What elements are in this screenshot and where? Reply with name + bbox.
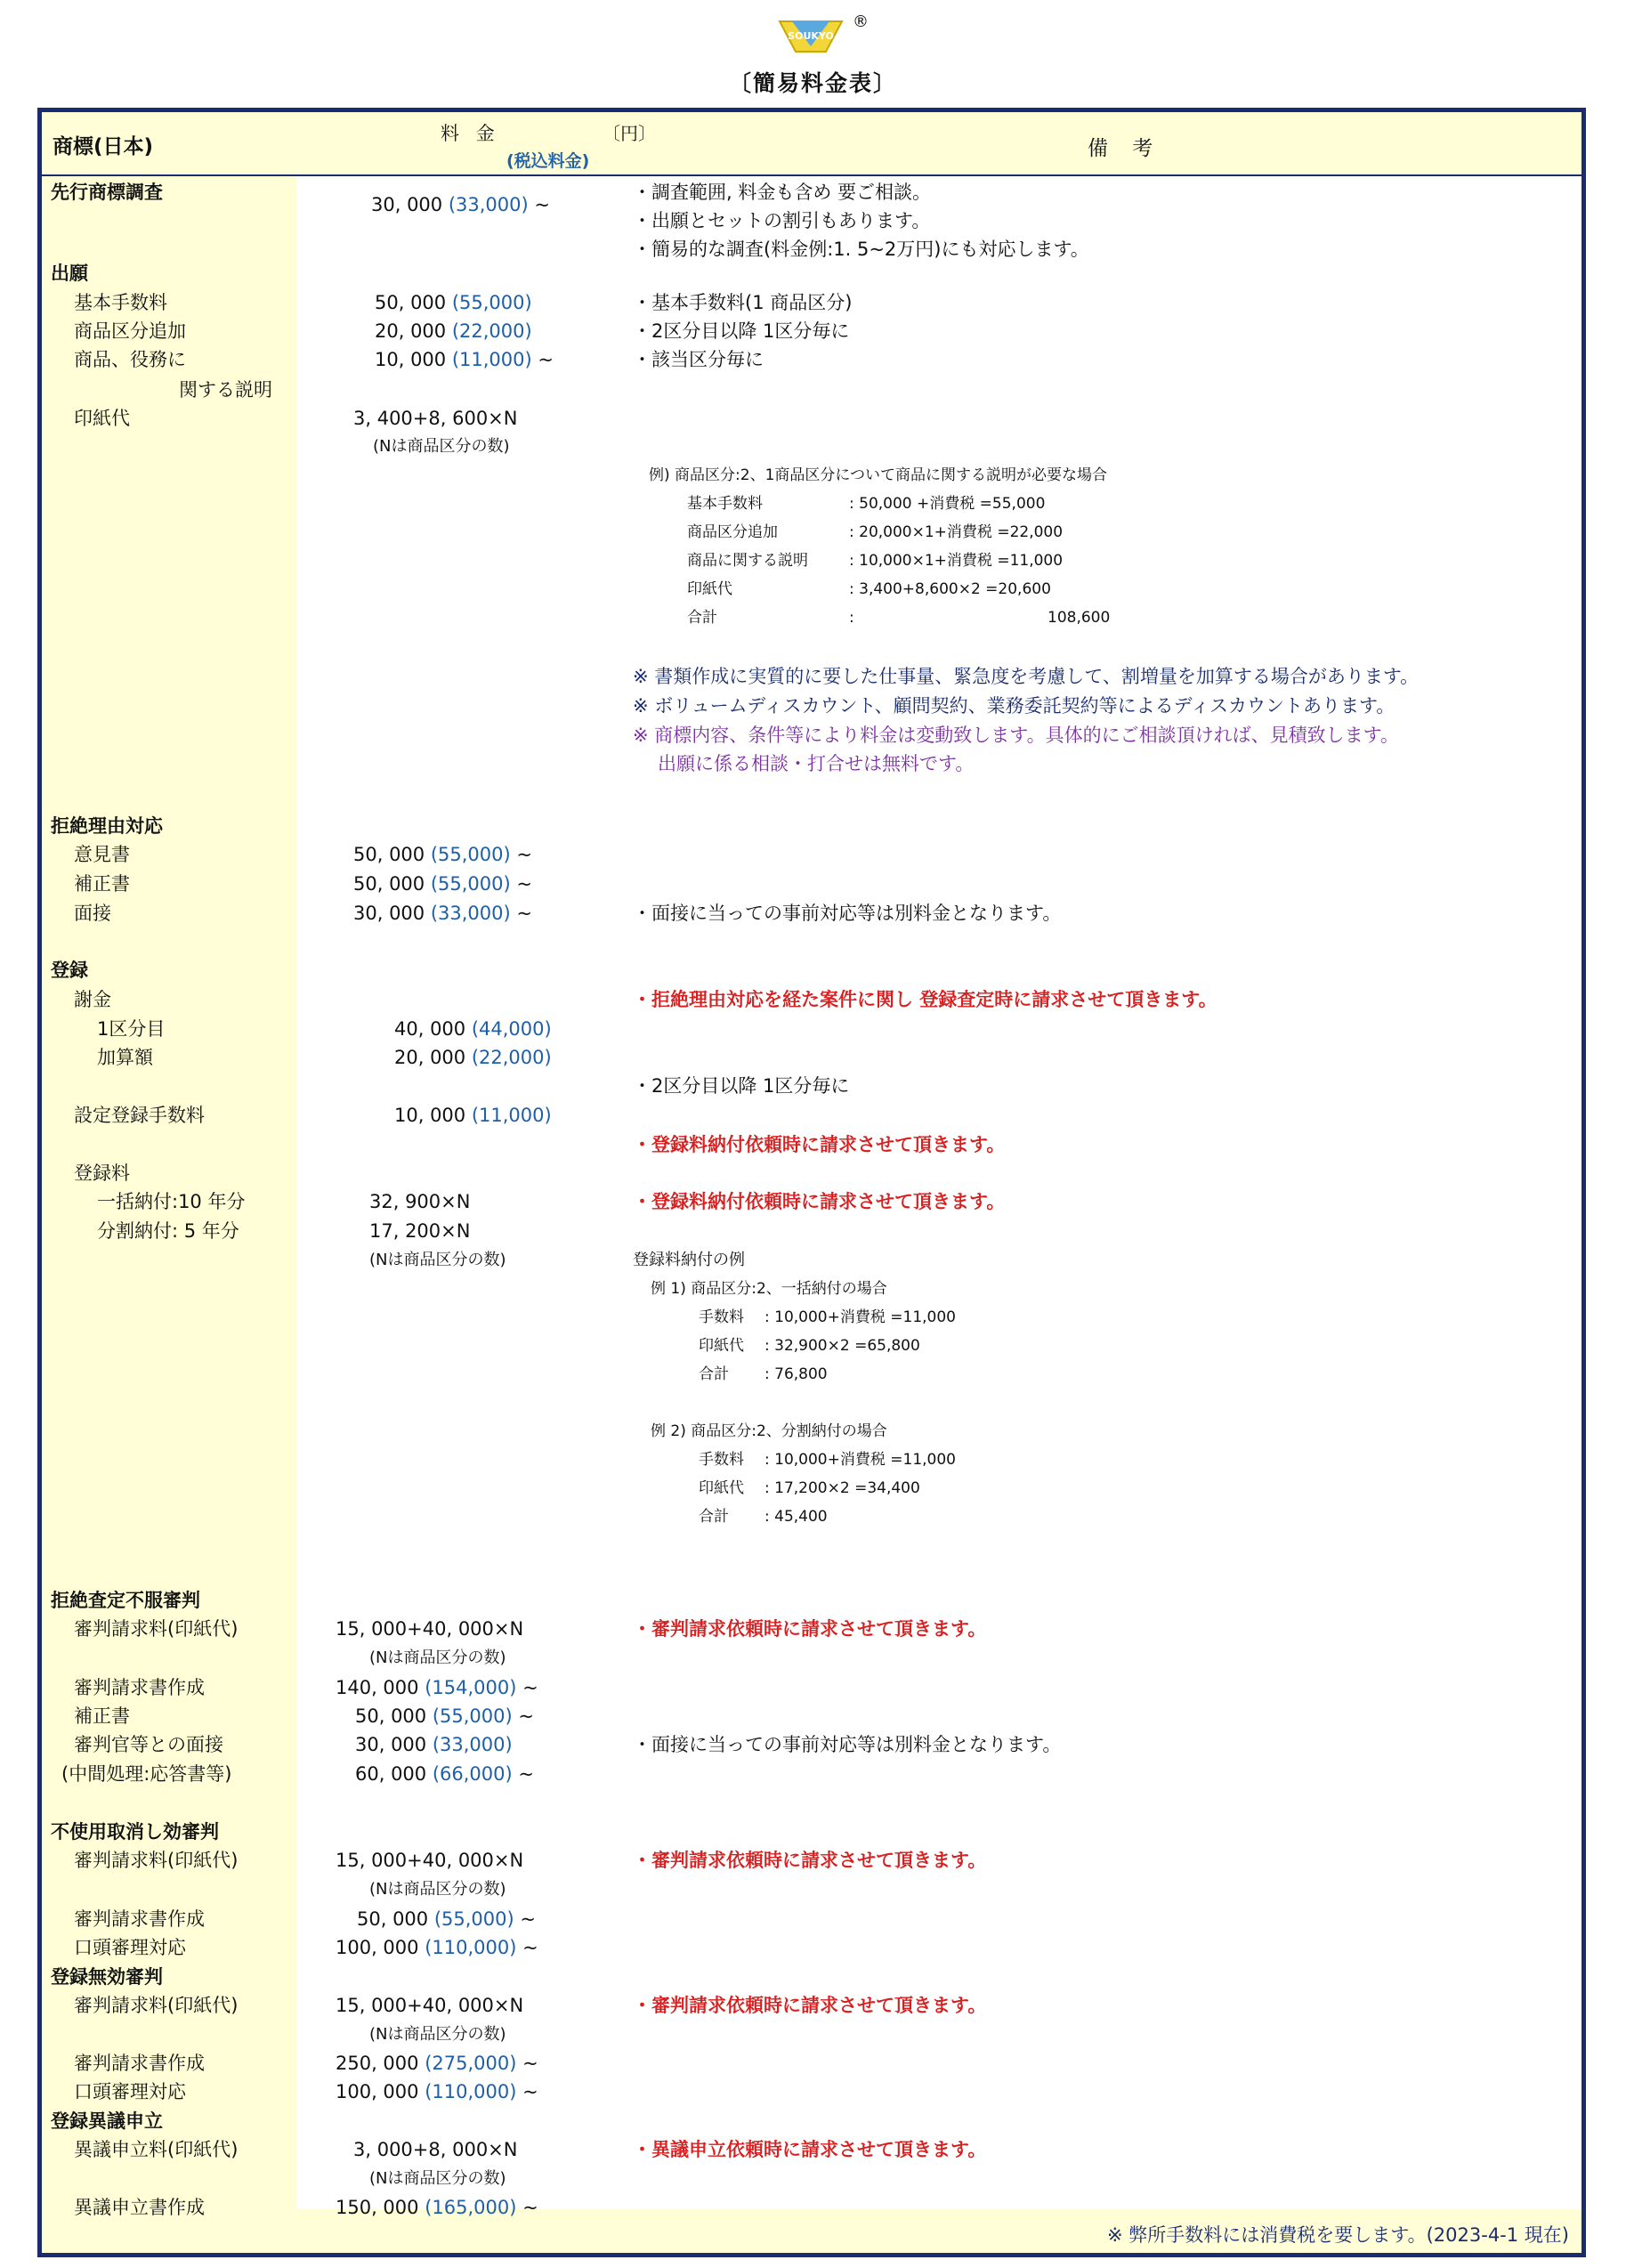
fee-amount: 30, 000 (33,000) xyxy=(355,1734,513,1755)
item-label: 審判請求料(印紙代) xyxy=(74,1618,239,1640)
header-fee-tax: (税込料金) xyxy=(506,151,590,171)
category-label: 出願 xyxy=(51,263,88,284)
item-label: 補正書 xyxy=(74,1705,130,1727)
example-heading: 例 1) 商品区分:2、一括納付の場合 xyxy=(651,1280,887,1298)
example-label: 合計 xyxy=(699,1508,729,1526)
example-label: 手数料 xyxy=(699,1308,744,1326)
item-label: 口頭審理対応 xyxy=(74,2081,186,2102)
remark: ・簡易的な調査(料金例:1. 5~2万円)にも対応します。 xyxy=(633,239,1089,260)
example-value: : 10,000×1+消費税 =11,000 xyxy=(849,552,1064,570)
table-header xyxy=(42,112,1582,176)
example-value: : 17,200×2 =34,400 xyxy=(764,1479,920,1497)
fee-column-band xyxy=(296,176,648,2209)
fee-note: (Nは商品区分の数) xyxy=(369,1251,506,1269)
notice-line: 出願に係る相談・打合せは無料です。 xyxy=(658,753,975,774)
fee-amount: 50, 000 (55,000) xyxy=(375,292,532,313)
item-label: 口頭審理対応 xyxy=(74,1937,186,1958)
item-label: 審判請求書作成 xyxy=(74,1677,205,1698)
fee-note: (Nは商品区分の数) xyxy=(369,1648,506,1667)
fee-amount: 30, 000 (33,000) ~ xyxy=(353,903,533,924)
remark: ・2区分目以降 1区分毎に xyxy=(633,320,850,342)
fee-amount: 10, 000 (11,000) ~ xyxy=(375,349,554,370)
example-label: 合計 xyxy=(699,1365,729,1383)
example-value: : 10,000+消費税 =11,000 xyxy=(764,1451,956,1469)
remark: ・2区分目以降 1区分毎に xyxy=(633,1075,850,1097)
header-fee: 料 金 xyxy=(441,123,500,144)
item-label: 意見書 xyxy=(74,844,130,865)
category-label: 先行商標調査 xyxy=(51,182,163,203)
example-value: : 76,800 xyxy=(764,1365,828,1383)
remark-alert: ・審判請求依頼時に請求させて頂きます。 xyxy=(633,1618,987,1640)
item-label: 一括納付:10 年分 xyxy=(97,1191,246,1212)
item-label: 登録料 xyxy=(74,1162,130,1184)
example-value: : 20,000×1+消費税 =22,000 xyxy=(849,523,1064,541)
category-label: 拒絶理由対応 xyxy=(51,815,163,837)
example-heading: 例 2) 商品区分:2、分割納付の場合 xyxy=(651,1422,887,1440)
remark: ・出願とセットの割引もあります。 xyxy=(633,210,931,231)
example-label: 合計 xyxy=(687,609,717,627)
fee-amount: 50, 000 (55,000) ~ xyxy=(353,844,533,865)
category-label: 不使用取消し効審判 xyxy=(51,1821,219,1843)
item-label: 異議申立料(印紙代) xyxy=(74,2139,239,2160)
notice-line: ※ 書類作成に実質的に要した仕事量、緊急度を考慮して、割増量を加算する場合があります。 xyxy=(633,666,1420,687)
item-label: 印紙代 xyxy=(74,408,130,429)
remark-alert: ・審判請求依頼時に請求させて頂きます。 xyxy=(633,1850,987,1871)
fee-amount: 150, 000 (165,000) ~ xyxy=(336,2197,538,2218)
example-label: 印紙代 xyxy=(687,580,732,598)
registered-mark: ® xyxy=(853,12,869,31)
item-label: 加算額 xyxy=(97,1047,153,1068)
fee-amount: 30, 000 (33,000) ~ xyxy=(371,194,551,215)
example-value: : 45,400 xyxy=(764,1508,828,1526)
category-label: 登録 xyxy=(51,960,88,981)
example-heading: 例) 商品区分:2、1商品区分について商品に関する説明が必要な場合 xyxy=(649,466,1108,484)
example-value: : 10,000+消費税 =11,000 xyxy=(764,1308,956,1326)
item-label: 審判請求料(印紙代) xyxy=(74,1995,239,2016)
example-value: : 32,900×2 =65,800 xyxy=(764,1337,920,1355)
fee-note: (Nは商品区分の数) xyxy=(369,2169,506,2188)
item-label: 関する説明 xyxy=(179,379,272,401)
example-label: 印紙代 xyxy=(699,1337,744,1355)
remark-alert: ・審判請求依頼時に請求させて頂きます。 xyxy=(633,1995,987,2016)
remark: ・基本手数料(1 商品区分) xyxy=(633,292,853,313)
item-label: 面接 xyxy=(74,903,111,924)
item-label: 審判請求書作成 xyxy=(74,2053,205,2074)
remark-alert: ・異議申立依頼時に請求させて頂きます。 xyxy=(633,2139,987,2160)
fee-formula: 3, 400+8, 600×N xyxy=(353,408,518,429)
item-label: 商品区分追加 xyxy=(74,320,186,342)
example-label: 商品に関する説明 xyxy=(687,552,808,570)
fee-table xyxy=(37,108,1586,2257)
header-category: 商標(日本) xyxy=(53,135,154,158)
item-label: (中間処理:応答書等) xyxy=(61,1763,232,1785)
fee-amount: 140, 000 (154,000) ~ xyxy=(336,1677,538,1698)
fee-formula: 17, 200×N xyxy=(369,1220,471,1242)
notice-line: ※ 商標内容、条件等により料金は変動致します。具体的にご相談頂ければ、見積致します。 xyxy=(633,725,1399,746)
fee-formula: 32, 900×N xyxy=(369,1191,471,1212)
fee-amount: 20, 000 (22,000) xyxy=(394,1047,552,1068)
footer-note: ※ 弊所手数料には消費税を要します。(2023-4-1 現在) xyxy=(1107,2224,1569,2246)
fee-formula: 15, 000+40, 000×N xyxy=(336,1850,524,1871)
item-label: 1区分目 xyxy=(97,1018,166,1040)
item-label: 謝金 xyxy=(74,989,111,1010)
item-label: 分割納付: 5 年分 xyxy=(97,1220,239,1242)
remark: ・面接に当っての事前対応等は別料金となります。 xyxy=(633,903,1062,924)
example-label: 基本手数料 xyxy=(687,495,763,513)
item-label: 補正書 xyxy=(74,873,130,895)
header-fee-unit: 〔円〕 xyxy=(603,123,656,144)
remark-alert: ・登録料納付依頼時に請求させて頂きます。 xyxy=(633,1191,1006,1212)
category-label: 拒絶査定不服審判 xyxy=(51,1590,200,1611)
item-label: 商品、役務に xyxy=(74,349,186,370)
fee-formula: 3, 000+8, 000×N xyxy=(353,2139,518,2160)
fee-amount: 10, 000 (11,000) xyxy=(394,1105,552,1126)
remark: ・該当区分毎に xyxy=(633,349,764,370)
fee-note: (Nは商品区分の数) xyxy=(369,2025,506,2044)
example-value: : 50,000 +消費税 =55,000 xyxy=(849,495,1046,513)
item-label: 設定登録手数料 xyxy=(74,1105,205,1126)
example-label: 手数料 xyxy=(699,1451,744,1469)
example-label: 印紙代 xyxy=(699,1479,744,1497)
remark: ・調査範囲, 料金も含め 要ご相談。 xyxy=(633,182,932,203)
fee-note: (Nは商品区分の数) xyxy=(369,1880,506,1899)
example-total: 108,600 xyxy=(1048,609,1111,627)
fee-amount: 60, 000 (66,000) ~ xyxy=(355,1763,535,1785)
category-label: 登録無効審判 xyxy=(51,1966,163,1988)
fee-formula: 15, 000+40, 000×N xyxy=(336,1995,524,2016)
company-logo xyxy=(773,12,878,62)
example-label: 商品区分追加 xyxy=(687,523,778,541)
svg-text:SOUKYO: SOUKYO xyxy=(788,30,834,42)
example-value: : xyxy=(849,609,854,627)
remark: ・面接に当っての事前対応等は別料金となります。 xyxy=(633,1734,1062,1755)
document-title: 〔簡易料金表〕 xyxy=(728,70,897,96)
item-label: 審判官等との面接 xyxy=(74,1734,223,1755)
category-label: 登録異議申立 xyxy=(51,2110,163,2132)
fee-amount: 100, 000 (110,000) ~ xyxy=(336,2081,538,2102)
item-label: 審判請求料(印紙代) xyxy=(74,1850,239,1871)
notice-line: ※ ボリュームディスカウント、顧問契約、業務委託契約等によるディスカウントあります。 xyxy=(633,695,1395,717)
remark-alert: ・拒絶理由対応を経た案件に関し 登録査定時に請求させて頂きます。 xyxy=(633,989,1217,1010)
item-label: 審判請求書作成 xyxy=(74,1908,205,1930)
fee-amount: 50, 000 (55,000) ~ xyxy=(353,873,533,895)
item-label: 異議申立書作成 xyxy=(74,2197,205,2218)
fee-amount: 50, 000 (55,000) ~ xyxy=(355,1705,535,1727)
example-value: : 3,400+8,600×2 =20,600 xyxy=(849,580,1051,598)
fee-amount: 20, 000 (22,000) xyxy=(375,320,532,342)
example-heading: 登録料納付の例 xyxy=(633,1251,745,1269)
fee-amount: 100, 000 (110,000) ~ xyxy=(336,1937,538,1958)
item-label: 基本手数料 xyxy=(74,292,167,313)
fee-formula: 15, 000+40, 000×N xyxy=(336,1618,524,1640)
header-remarks: 備 考 xyxy=(1088,137,1162,160)
remark-alert: ・登録料納付依頼時に請求させて頂きます。 xyxy=(633,1134,1006,1155)
fee-amount: 250, 000 (275,000) ~ xyxy=(336,2053,538,2074)
fee-amount: 50, 000 (55,000) ~ xyxy=(357,1908,537,1930)
fee-note: (Nは商品区分の数) xyxy=(373,437,510,456)
fee-amount: 40, 000 (44,000) xyxy=(394,1018,552,1040)
